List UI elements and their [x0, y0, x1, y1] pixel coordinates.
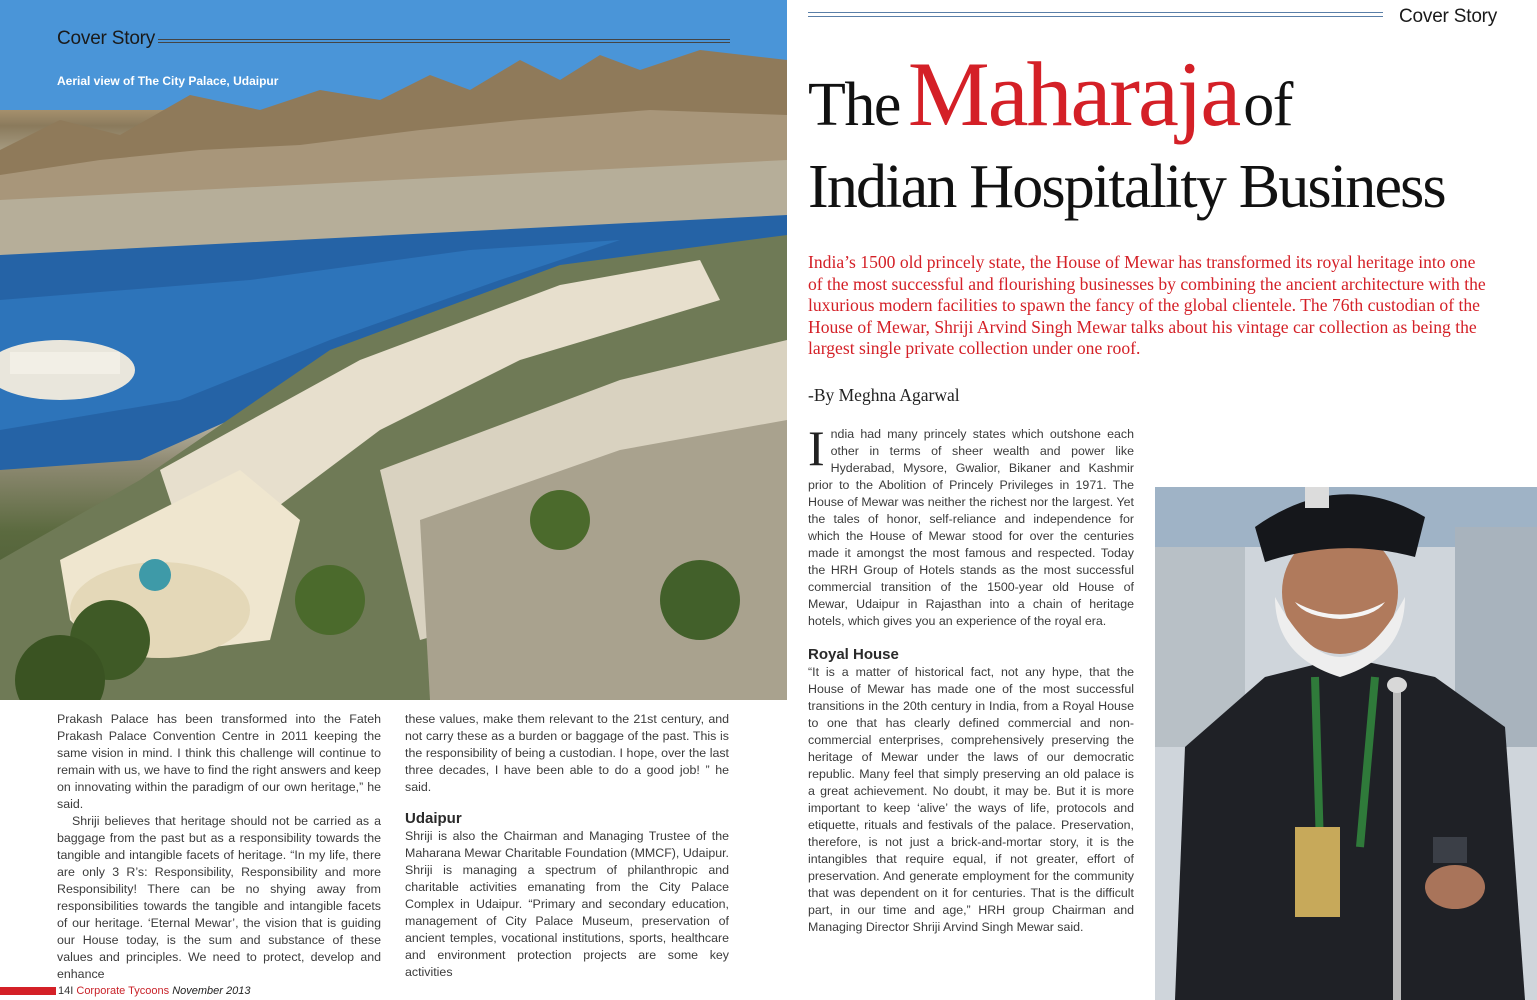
- portrait-photo: [1155, 487, 1537, 1000]
- headline-maharaja: Maharaja: [907, 43, 1240, 145]
- subheading-udaipur: Udaipur: [405, 810, 462, 827]
- headline-line-1: [808, 43, 1292, 145]
- city-palace-aerial-photo: [0, 0, 787, 700]
- paragraph: [808, 420, 1134, 630]
- body-column-a: [57, 711, 381, 983]
- footer-accent-bar: [0, 987, 56, 995]
- header-rule-left-2: [158, 42, 730, 43]
- issue-date: November 2013: [172, 985, 251, 997]
- drop-cap: I: [808, 420, 825, 476]
- page-footer: [58, 985, 250, 997]
- standfirst: India’s 1500 old princely state, the House of Mewar has transformed its royal heritage into one of the most successful and flourishing businesses by combining the ancient architecture with the luxurious modern facilities to spawn the fancy of the global clientele. The 76th custodian of the House of Mewar, Shriji Arvind Singh Mewar talks about his vintage car collection as being the largest single private collection under one roof.: [808, 252, 1486, 358]
- photo-caption: Aerial view of The City Palace, Udaipur: [57, 74, 279, 88]
- page-number: 14: [58, 985, 71, 997]
- subheading-royal-house: Royal House: [808, 646, 899, 663]
- paragraph: Shriji is also the Chairman and Managing Trustee of the Maharana Mewar Charitable Foundation (MMCF), Udaipur. Shriji is managing a spectrum of philanthropic and charitable activities emanating from the City Palace Complex in Udaipur. “Primary and secondary education, management of City Palace Museum, preservation of ancient temples, vocational institutions, sports, healthcare and environment protection projects are some key activities: [405, 829, 729, 979]
- paragraph: Prakash Palace has been transformed into the Fateh Prakash Palace Convention Centre in 2011 keeping the same vision in mind. I think this challenge will continue to remain with us, we have to find the right answers and keep on innovating within the paradigm of our own heritage,” he said.: [57, 712, 381, 811]
- body-column-c: [808, 420, 1134, 936]
- paragraph: these values, make them relevant to the 21st century, and not carry these as a burden or baggage of the past. This is the responsibility of being a custodian. I hope, over the last three decades, I have been able to do a good job! ” he said.: [405, 712, 729, 794]
- section-label-left: Cover Story: [57, 28, 156, 49]
- paragraph-text: ndia had many princely states which outshone each other in terms of sheer wealth and power like Hyderabad, Mysore, Gwalior, Bikaner and Kashmir prior to the Abolition of Princely Privileges in 1971. The House of Mewar was neither the richest nor the largest. Yet the tales of honor, self-reliance and independence for which the House of Mewar stood for over the centuries made it amongst the most famous and respected. Today the HRH Group of Hotels stands as the most successful commercial transition of the 1500-year old House of Mewar, Udaipur in Rajasthan into a chain of heritage hotels, which gives you an experience of the royal era.: [808, 427, 1134, 628]
- headline-the: The: [808, 71, 900, 139]
- byline: -By Meghna Agarwal: [808, 385, 960, 405]
- header-rule-left: [158, 39, 730, 40]
- magazine-name: Corporate Tycoons: [76, 985, 170, 997]
- footer-separator: I: [70, 985, 74, 997]
- body-column-b: [405, 711, 729, 981]
- aerial-photo-illustration: [0, 0, 787, 700]
- headline-line-2: Indian Hospitality Business: [808, 153, 1445, 221]
- paragraph: Shriji believes that heritage should not be carried as a baggage from the past but as a responsibility towards the tangible and intangible facets of heritage. “In my life, there are only 3 R’s: Responsibility, Responsibility and more Responsibility! There can be no shying away from responsibilities towards the tangible and intangible facets of our heritage. ‘Eternal Mewar’, the vision that is guiding our House today, is the sum and substance of these values and principles. We need to protect, develop and enhance: [57, 814, 381, 981]
- header-rule-right-2: [808, 16, 1383, 17]
- paragraph: “It is a matter of historical fact, not any hype, that the House of Mewar has made one of the most successful transitions in the 20th century in India, from a Royal House to one that has clearly defined commercial and non-commercial enterprises, comprehensively preserving the heritage of Mewar under the laws of our democratic republic. Many feel that simply preserving an old palace is a great achievement. No doubt, it may be. But it is more important to keep ‘alive’ the ways of life, protocols and etiquette, rituals and festivals of the palace. Preservation, therefore, is not just a brick-and-mortar story, it is the intangibles that require equal, if not greater, effort of preservation. And generate employment for the community that was dependent on it for centuries. That is the difficult part, in our time and age,” HRH group Chairman and Managing Director Shriji Arvind Singh Mewar said.: [808, 665, 1134, 934]
- header-rule-right: [808, 12, 1383, 13]
- headline-of: of: [1243, 71, 1292, 139]
- section-label-right: Cover Story: [1399, 6, 1498, 27]
- portrait-illustration: [1155, 487, 1537, 1000]
